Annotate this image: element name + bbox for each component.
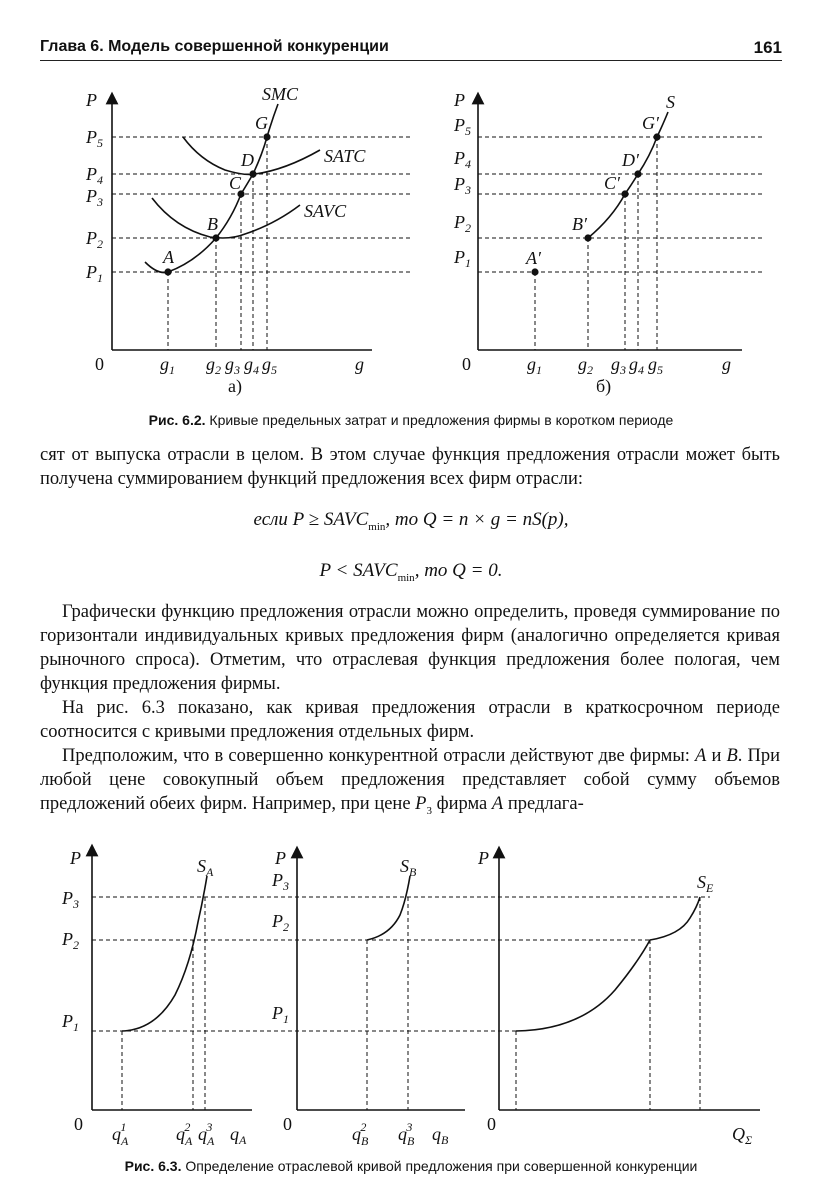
svg-text:qB2: $q_B2$ [352,1120,369,1148]
formula-2 [0,560,822,584]
svg-text:SB: $S_B$ [400,856,417,879]
svg-text:S: S [666,92,675,112]
curve-se [516,897,700,1031]
svg-text:P5: $P_5$ [86,127,103,150]
svg-text:P2: $P_2$ [272,911,289,934]
paragraph-4: Предположим, что в совершенно конкурентной отрасли действуют две фирмы: A и B. При любой цене совокупный объем предложения представляет собой сумму объемов предложений обеих фирм. Например, при цене $P_3$ фирма A предлага- [40,746,781,817]
svg-text:0: 0 [487,1114,496,1134]
svg-text:P3: $P_3$ [454,174,471,197]
paragraph-1 [40,443,780,491]
fig62-left-panel [112,98,412,350]
svg-text:g4: $g_4$ [629,354,644,377]
formula-2-condition: P < SAVC [319,560,398,581]
formula-2-sub: min [397,572,415,584]
left-origin: 0 [95,354,104,374]
figure-6-2-caption [0,412,822,428]
left-x-label: g [355,354,364,374]
svg-text:D: D [241,150,254,170]
fig62-right-panel [478,98,765,350]
paragraph-3: На рис. 6.3 показано, как кривая предложения отрасли в краткосрочном периоде соотносится с кривыми предложения отдельных фирм. [40,698,780,742]
svg-text:SMC: SMC [262,84,298,104]
svg-text:P3: $P_3$ [272,870,289,893]
caption-text: Кривые предельных затрат и предложения фирмы в коротком периоде [209,412,674,428]
paragraph-1-text: сят от выпуска отрасли в целом. В этом случае функция предложения отрасли может быть получена суммированием функций предложения всех фирм отрасли: [40,445,780,489]
savc-curve [152,198,300,238]
curve-sb [367,876,410,940]
curve-sa [122,876,207,1031]
svg-text:B′: B′ [572,214,587,234]
svg-text:qB3: $q_B3$ [398,1120,415,1148]
svg-text:D′: D′ [622,150,639,170]
fig63-panel-a [92,850,710,1110]
right-x-label: g [722,354,731,374]
fig62-right-labels [453,90,731,397]
svg-text:P4: $P_4$ [454,148,471,171]
svg-text:C: C [229,173,242,193]
formula-1 [0,509,822,533]
svg-text:qB: $q_B$ [432,1124,449,1147]
right-y-label: P [454,90,465,110]
svg-text:P: P [275,848,286,868]
svg-text:A: A [163,247,174,267]
svg-text:P1: $P_1$ [62,1011,79,1034]
fig62-left-points [164,133,270,275]
chapter-title: Глава 6. Модель совершенной конкуренции [40,38,389,55]
svg-text:g2: $g_2$ [578,354,593,377]
fig63-panel-e [499,852,760,1110]
formula-1-condition: если P ≥ SAVC [253,509,369,530]
svg-text:qA2: $q_A2$ [176,1120,193,1148]
paragraphs-2-4 [40,600,780,823]
svg-text:SATC: SATC [324,146,366,166]
right-panel-label: б) [596,376,612,396]
svg-text:g1: $g_1$ [527,354,542,377]
left-y-label: P [86,90,97,110]
svg-text:qA: $q_A$ [230,1124,247,1147]
svg-text:P3: $P_3$ [62,888,79,911]
svg-text:g1: $g_1$ [160,354,175,377]
svg-text:0: 0 [74,1114,83,1134]
svg-text:P4: $P_4$ [86,164,103,187]
figure-6-3-caption [0,1158,822,1174]
caption-text-6-3: Определение отраслевой кривой предложения при совершенной конкуренции [185,1158,698,1174]
fig63-panel-b [297,852,465,1110]
svg-text:C′: C′ [604,173,620,193]
svg-text:g4: $g_4$ [244,354,259,377]
svg-text:g5: $g_5$ [648,354,663,377]
left-panel-label: а) [228,376,242,396]
svg-text:g3: $g_3$ [611,354,626,377]
svg-text:A′: A′ [526,248,541,268]
svg-text:P: P [478,848,489,868]
svg-text:g5: $g_5$ [262,354,277,377]
right-origin: 0 [462,354,471,374]
caption-label: Рис. 6.2. [148,412,206,428]
fig62-right-points [531,133,660,275]
caption-label-6-3: Рис. 6.3. [124,1158,182,1174]
svg-text:qA1: $q_A1$ [112,1120,129,1148]
svg-text:P2: $P_2$ [86,228,103,251]
figure-6-2 [0,0,822,410]
svg-text:P2: $P_2$ [62,929,79,952]
svg-text:SA: $S_A$ [197,856,214,879]
svg-text:g3: $g_3$ [225,354,240,377]
svg-text:P1: $P_1$ [272,1003,289,1026]
formula-1-result: , то Q = n × g = nS(p), [385,509,569,530]
svg-text:qA3: $q_A3$ [198,1120,215,1148]
svg-text:SE: $S_E$ [697,872,714,895]
svg-text:g2: $g_2$ [206,354,221,377]
svg-text:P1: $P_1$ [86,262,103,285]
svg-text:P2: $P_2$ [454,212,471,235]
paragraph-2: Графически функцию предложения отрасли можно определить, проведя суммирование по горизонтали индивидуальных кривых предложения фирм (аналогично определяется кривая рыночного спроса). Отметим, что отраслевая функция предложения более пологая, чем функция предложения фирмы. [40,602,780,694]
svg-text:G′: G′ [642,113,659,133]
svg-text:P1: $P_1$ [454,247,471,270]
svg-text:0: 0 [283,1114,292,1134]
svg-text:QΣ: $Q_\Sigma$ [732,1124,753,1147]
svg-text:P: P [70,848,81,868]
svg-text:B: B [207,214,218,234]
svg-text:P5: $P_5$ [454,115,471,138]
formula-2-result: , то Q = 0. [414,560,503,581]
svg-text:SAVC: SAVC [304,201,347,221]
svg-text:G: G [255,113,268,133]
figure-6-3 [0,830,822,1160]
page-number: 161 [753,38,782,57]
svg-text:P3: $P_3$ [86,186,103,209]
formula-1-sub: min [368,521,386,533]
